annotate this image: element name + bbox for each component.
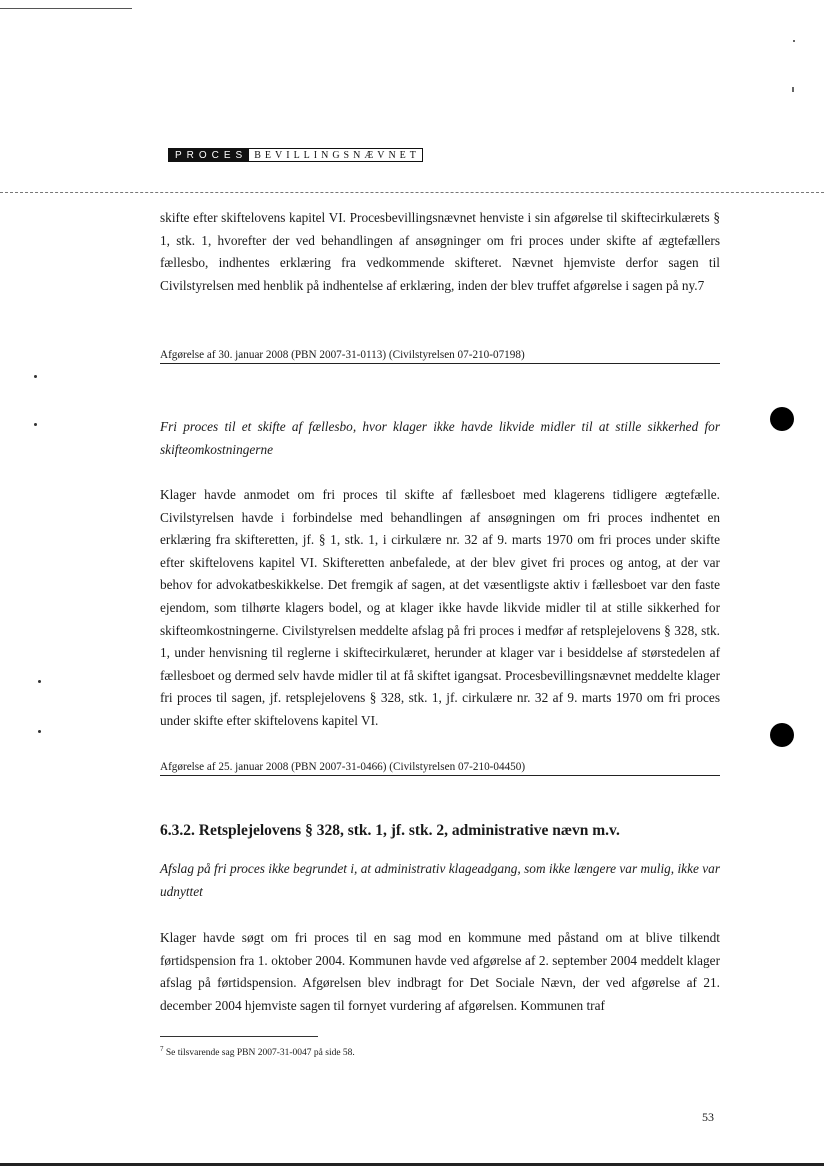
scan-speck [793,40,795,42]
logo-dark-part: PROCES [168,148,249,162]
paragraph-2: Klager havde anmodet om fri proces til skifte af fællesboet med klagerens tidligere ægtefælle. Civilstyrelsen havde i forbindelse med behandlingen af ansøgningen om fri proces indhentet en erklæring fra skifteretten, jf. § 1, stk. 1, i cirkulære nr. 32 af 9. marts 1970 om fri proces under skifte efter skiftelovens kapitel VI. Skifteretten anbefalede, at der blev givet fri proces og antog, at der var behov for advokatbeskikkelse. Det fremgik af sagen, at det væsentligste aktiv i fællesboet var den faste ejendom, som tilhørte klagers bodel, og at klager ikke havde likvide midler til at stille sikkerhed for skifteomkostningerne. Civilstyrelsen meddelte afslag på fri proces i medfør af retsplejelovens § 328, stk. 1, under henvisning til reglerne i skiftecirkulæret, herunder at klager var i besiddelse af størstedelen af fællesboet og dermed selv havde midler til at få skiftet igangsat. Procesbevillingsnævnet meddelte klager fri proces til sagen, jf. retsplejelovens § 328, stk. 1, jf. cirkulære nr. 32 af 9. marts 1970 om fri proces under skifte efter skiftelovens kapitel VI. [160,487,720,728]
scan-speck [34,375,37,378]
punch-hole-mark [770,407,794,431]
scan-speck [34,423,37,426]
footnote-text: Se tilsvarende sag PBN 2007-31-0047 på side 58. [163,1048,355,1059]
scan-speck [38,730,41,733]
page-number: 53 [702,1110,714,1124]
scan-corner-line [0,8,132,9]
paragraph-3: Klager havde søgt om fri proces til en sag mod en kommune med påstand om at blive tilkendt førtidspension fra 1. oktober 2004. Kommunen havde ved afgørelse af 2. september 2004 meddelt klager afslag på førtidspension. Afgørelsen blev indbragt for Det Sociale Nævn, der ved afgørelse af 21. december 2004 hjemviste sagen til fornyet vurdering af afgørelsen. Kommunen traf [160,930,720,1013]
logo-light-part: BEVILLINGSNÆVNET [249,148,423,162]
header-dashed-rule [0,192,824,193]
section-heading: 6.3.2. Retsplejelovens § 328, stk. 1, jf. stk. 2, administrative nævn m.v. [160,822,620,839]
decision-reference-2: Afgørelse af 25. januar 2008 (PBN 2007-31-0466) (Civilstyrelsen 07-210-04450) [160,761,720,776]
scan-speck [792,87,794,92]
footnote-marker: 7 [160,1045,164,1053]
punch-hole-mark [770,723,794,747]
footnote [160,1045,355,1058]
scan-speck [38,680,41,683]
decision-reference-1: Afgørelse af 30. januar 2008 (PBN 2007-31-0113) (Civilstyrelsen 07-210-07198) [160,349,720,364]
paragraph-1: skifte efter skiftelovens kapitel VI. Procesbevillingsnævnet henviste i sin afgørelse til skiftecirkulærets § 1, stk. 1, hvorefter der ved behandlingen af ansøgninger om fri proces under skifte af ægtefællers fællesbo, indhentes erklæring fra vedkommende skifteret. Nævnet hjemviste derfor sagen til Civilstyrelsen med henblik på indhentelse af erklæring, inden der blev truffet afgørelse i sagen på ny.7 [160,210,720,293]
case-subtitle-1: Fri proces til et skifte af fællesbo, hvor klager ikke havde likvide midler til at stille sikkerhed for skifteomkostningerne [160,419,720,457]
publisher-logo [168,148,423,162]
case-subtitle-2: Afslag på fri proces ikke begrundet i, at administrativ klageadgang, som ikke længere var mulig, ikke var udnyttet [160,861,720,899]
footnote-rule [160,1036,318,1037]
